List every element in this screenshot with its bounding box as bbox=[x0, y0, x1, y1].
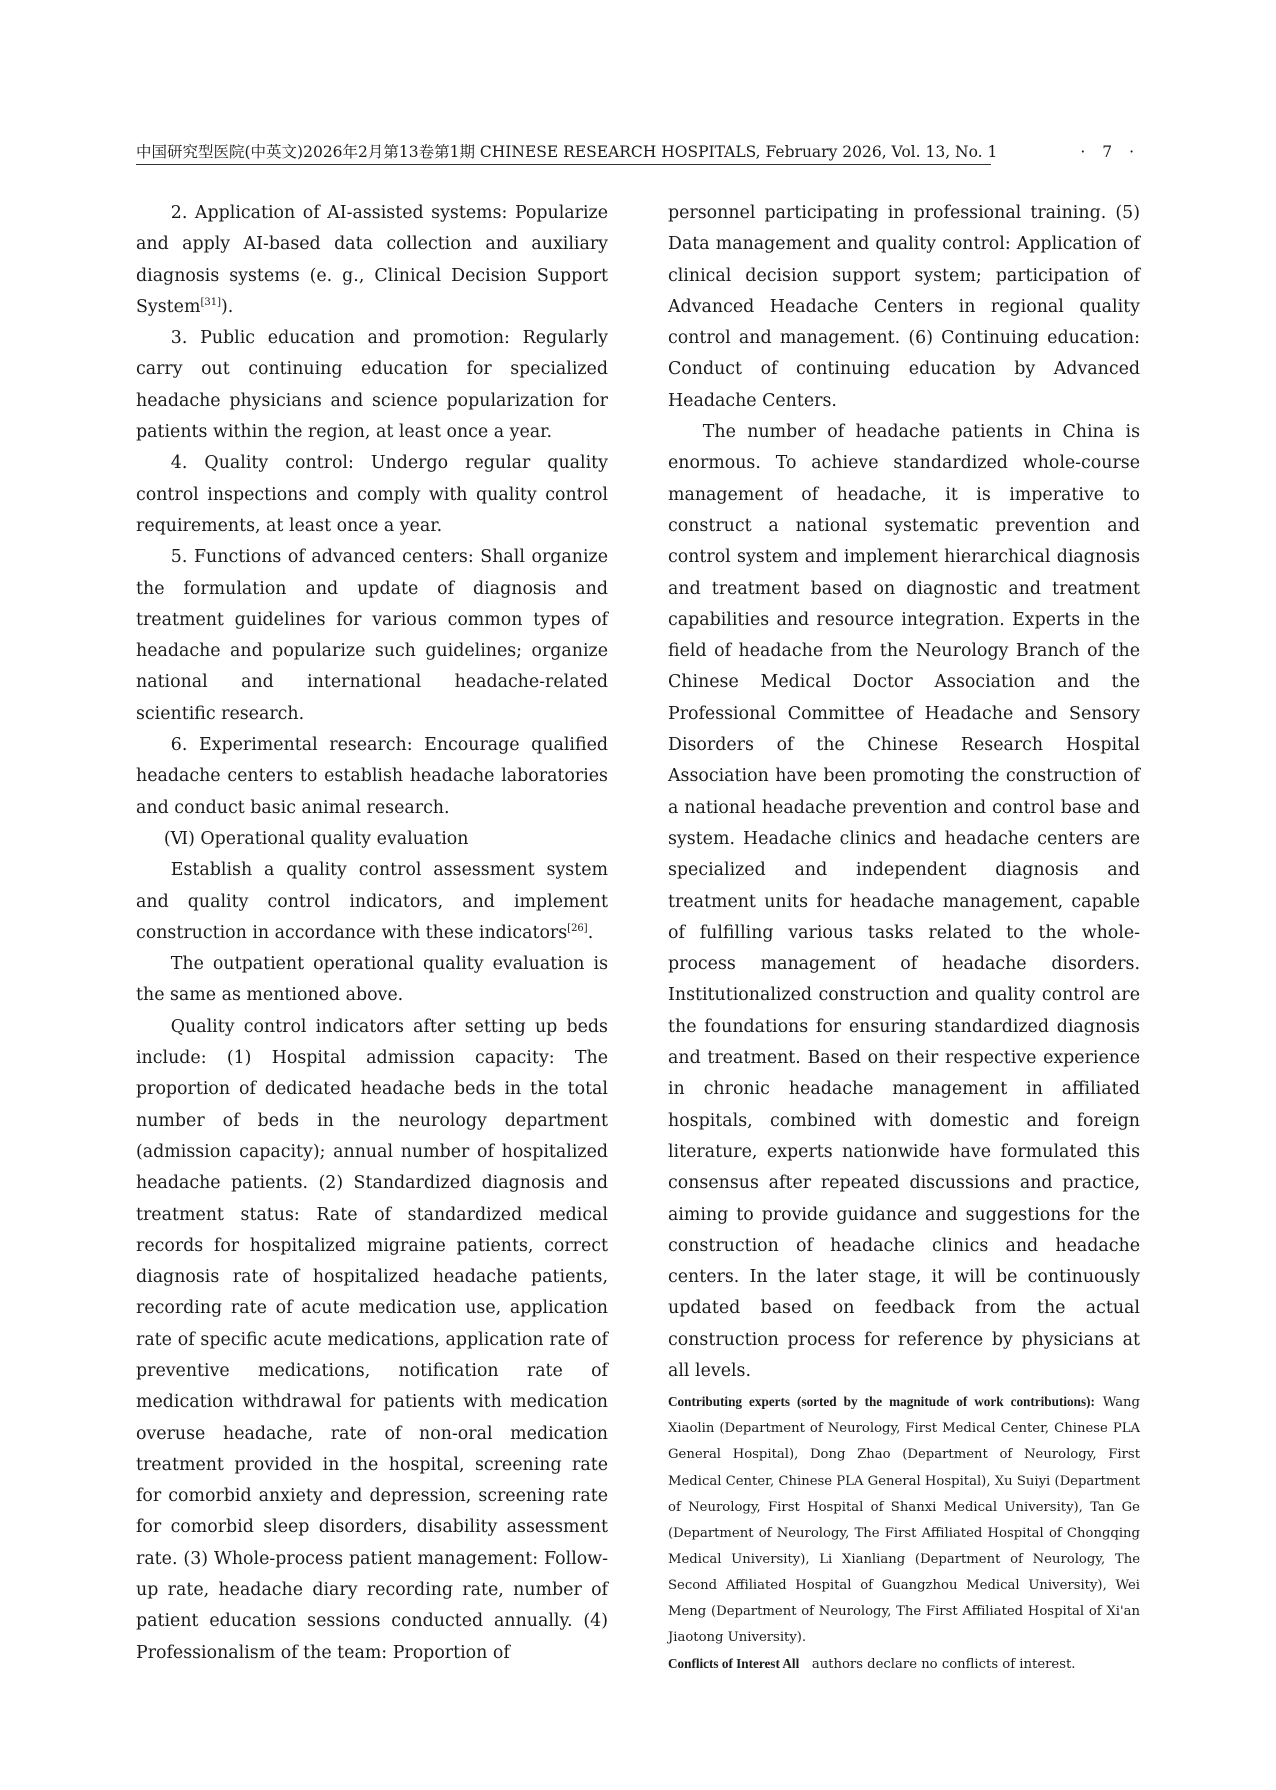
running-header bbox=[136, 140, 1140, 164]
journal-citation: 中国研究型医院(中英文)2026年2月第13卷第1期 CHINESE RESEARCH HOSPITALS, February 2026, Vol. 13, No. 1 bbox=[136, 143, 998, 161]
conflicts-text: authors declare no conflicts of interest. bbox=[811, 1657, 1076, 1673]
conflicts-label: Conflicts of Interest All bbox=[668, 1656, 800, 1672]
paragraph-quality-control: 4. Quality control: Undergo regular quality control inspections and comply with quality control requirements, at least once a year. bbox=[136, 453, 608, 536]
left-column bbox=[136, 198, 608, 1669]
paragraph-continued: personnel participating in professional training. (5) Data management and quality control: Application of clinical decision support system; participation of Advanced Headache Centers in regional quality control and management. (6) Continuing education: Conduct of continuing education by Advanced Headache Centers. bbox=[668, 203, 1140, 411]
paragraph-text-end: . bbox=[587, 922, 594, 943]
paragraph-advanced-centers: 5. Functions of advanced centers: Shall organize the formulation and update of diagnosis and treatment guidelines for various common types of headache and popularize such guidelines; organize national and international headache-related scientific research. bbox=[136, 547, 608, 724]
paragraph-outpatient-evaluation: The outpatient operational quality evaluation is the same as mentioned above. bbox=[136, 954, 608, 1006]
paragraph-text: 2. Application of AI-assisted systems: Popularize and apply AI-based data collection and auxiliary diagnosis systems (e. g., Clinical Decision Support System bbox=[136, 203, 608, 317]
paragraph-experimental-research: 6. Experimental research: Encourage qualified headache centers to establish headache laboratories and conduct basic animal research. bbox=[136, 735, 608, 818]
page-number: · 7 · bbox=[1080, 143, 1140, 161]
paragraph-text: Establish a quality control assessment system and quality control indicators, and implement construction in accordance with these indicators bbox=[136, 860, 608, 943]
paragraph-conclusion: The number of headache patients in China is enormous. To achieve standardized whole-course management of headache, it is imperative to construct a national systematic prevention and control system and implement hierarchical diagnosis and treatment based on diagnostic and treatment capabilities and resource integration. Experts in the field of headache from the Neurology Branch of the Chinese Medical Doctor Association and the Professional Committee of Headache and Sensory Disorders of the Chinese Research Hospital Association have been promoting the construction of a national headache prevention and control base and system. Headache clinics and headache centers are specialized and independent diagnosis and treatment units for headache management, capable of fulfilling various tasks related to the whole-process management of headache disorders. Institutionalized construction and quality control are the foundations for ensuring standardized diagnosis and treatment. Based on their respective experience in chronic headache management in affiliated hospitals, combined with domestic and foreign literature, experts nationwide have formulated this consensus after repeated discussions and practice, aiming to provide guidance and suggestions for the construction of headache clinics and headache centers. In the later stage, it will be continuously updated based on feedback from the actual construction process for reference by physicians at all levels. bbox=[668, 422, 1140, 1381]
contributing-experts-label: Contributing experts (sorted by the magnitude of work contributions): bbox=[668, 1394, 1095, 1410]
paragraph-ai-systems bbox=[136, 198, 608, 323]
citation-ref: [31] bbox=[200, 296, 221, 308]
section-heading: (Ⅵ) Operational quality evaluation bbox=[163, 828, 469, 849]
paragraph-quality-indicators: Quality control indicators after setting up beds include: (1) Hospital admission capacity: The proportion of dedicated headache beds in the total number of beds in the neurology department (admission capacity); annual number of hospitalized headache patients. (2) Standardized diagnosis and treatment status: Rate of standardized medical records for hospitalized migraine patients, correct diagnosis rate of hospitalized headache patients, recording rate of acute medication use, application rate of specific acute medications, application rate of preventive medications, notification rate of medication withdrawal for patients with medication overuse headache, rate of non-oral medication treatment provided in the hospital, screening rate for comorbid anxiety and depression, screening rate for comorbid sleep disorders, disability assessment rate. (3) Whole-process patient management: Follow-up rate, headache diary recording rate, number of patient education sessions conducted annually. (4) Professionalism of the team: Proportion of bbox=[136, 1016, 608, 1663]
contributing-experts bbox=[668, 1389, 1140, 1651]
paragraph-public-education: 3. Public education and promotion: Regularly carry out continuing education for specialized headache physicians and science popularization for patients within the region, at least once a year. bbox=[136, 328, 608, 443]
citation-ref: [26] bbox=[567, 922, 588, 934]
paragraph-text-end: ). bbox=[220, 296, 234, 317]
contributing-experts-text: Wang Xiaolin (Department of Neurology, First Medical Center, Chinese PLA General Hospital), Dong Zhao (Department of Neurology, First Medical Center, Chinese PLA General Hospital), Xu Suiyi (Department of Neurology, First Hospital of Shanxi Medical University), Tan Ge (Department of Neurology, The First Affiliated Hospital of Chongqing Medical University), Li Xianliang (Department of Neurology, The Second Affiliated Hospital of Guangzhou Medical University), Wei Meng (Department of Neurology, The First Affiliated Hospital of Xi'an Jiaotong University). bbox=[668, 1395, 1140, 1646]
header-rule bbox=[136, 164, 991, 165]
right-column bbox=[668, 198, 1140, 1678]
conflicts-of-interest bbox=[668, 1651, 1140, 1678]
paragraph-assessment-system bbox=[136, 855, 608, 949]
